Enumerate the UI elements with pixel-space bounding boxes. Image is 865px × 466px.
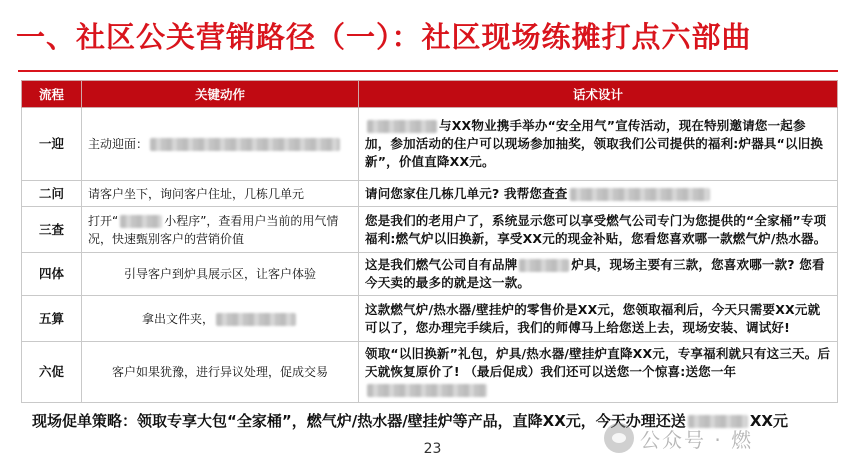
header-script: 话术设计 [359, 81, 838, 108]
action-text: 小程序”，查看用户当前的用气情况，快速甄别客户的营销价值 [88, 213, 339, 246]
redacted-text [120, 215, 162, 228]
script-text: 领取“以旧换新”礼包，炉具/热水器/壁挂炉直降XX元，专享福利就只有这三天。后天就恢复原价了! （最后促成）我们还可以送您一个惊喜:送您一年 [365, 346, 831, 379]
process-table [21, 80, 838, 403]
header-action: 关键动作 [82, 81, 359, 108]
page-title: 一、社区公关营销路径（一）：社区现场练摊打点六部曲 [16, 19, 752, 54]
strategy-text: 现场促单策略：领取专享大包“全家桶”，燃气炉/热水器/壁挂炉等产品，直降XX元，今天办理还送 [32, 412, 686, 430]
table-row [22, 207, 838, 253]
watermark [604, 418, 844, 458]
action-cell [82, 296, 359, 342]
step-cell: 五算 [22, 296, 82, 342]
script-cell [359, 253, 838, 296]
redacted-text [570, 188, 710, 201]
script-text: 炉具，现场主要有三款，您喜欢哪一款? 您看今天卖的最多的就是这一款。 [365, 257, 825, 290]
script-cell: 这款燃气炉/热水器/壁挂炉的零售价是XX元，您领取福利后，今天只需要XX元就可以了，您办理完手续后，我们的师傅马上给您送上去，现场安装、调试好! [359, 296, 838, 342]
table-row [22, 342, 838, 403]
table-row [22, 108, 838, 181]
header-step: 流程 [22, 81, 82, 108]
table-header-row [22, 81, 838, 108]
strategy-text: XX元 [749, 412, 788, 430]
table-row [22, 181, 838, 207]
step-cell: 一迎 [22, 108, 82, 181]
script-cell [359, 342, 838, 403]
action-cell: 请客户坐下，询问客户住址，几栋几单元 [82, 181, 359, 207]
redacted-text [519, 259, 569, 272]
action-text: 主动迎面： [88, 137, 149, 151]
step-cell: 四体 [22, 253, 82, 296]
redacted-text [150, 138, 340, 151]
action-cell [82, 108, 359, 181]
action-cell: 引导客户到炉具展示区，让客户体验 [82, 253, 359, 296]
script-text: 请问您家住几栋几单元? 我帮您查查 [365, 185, 568, 201]
action-cell [82, 207, 359, 253]
script-cell: 您是我们的老用户了，系统显示您可以享受燃气公司专门为您提供的“全家桶”专项福利:燃气炉以旧换新，享受XX元的现金补贴，您看您喜欢哪一款燃气炉/热水器。 [359, 207, 838, 253]
table-row [22, 296, 838, 342]
step-cell: 二问 [22, 181, 82, 207]
script-cell [359, 181, 838, 207]
watermark-text: 公众号 · 燃 [640, 427, 754, 452]
page-number: 23 [423, 441, 442, 457]
table-row [22, 253, 838, 296]
script-text: 这是我们燃气公司自有品牌 [365, 257, 518, 272]
redacted-text [367, 120, 437, 133]
redacted-text [367, 384, 487, 397]
wechat-logo-icon [604, 423, 634, 453]
redacted-text [216, 313, 296, 326]
action-text: 打开“ [88, 213, 119, 228]
action-text: 拿出文件夹， [141, 311, 214, 326]
script-text: 与XX物业携手举办“安全用气”宣传活动，现在特别邀请您一起参加，参加活动的住户可以现场参加抽奖，领取我们公司提供的福利:炉器具“以旧换新”，价值直降XX元。 [365, 118, 824, 169]
title-divider [18, 70, 838, 72]
action-cell: 客户如果犹豫，进行异议处理，促成交易 [82, 342, 359, 403]
step-cell: 六促 [22, 342, 82, 403]
step-cell: 三查 [22, 207, 82, 253]
script-cell [359, 108, 838, 181]
